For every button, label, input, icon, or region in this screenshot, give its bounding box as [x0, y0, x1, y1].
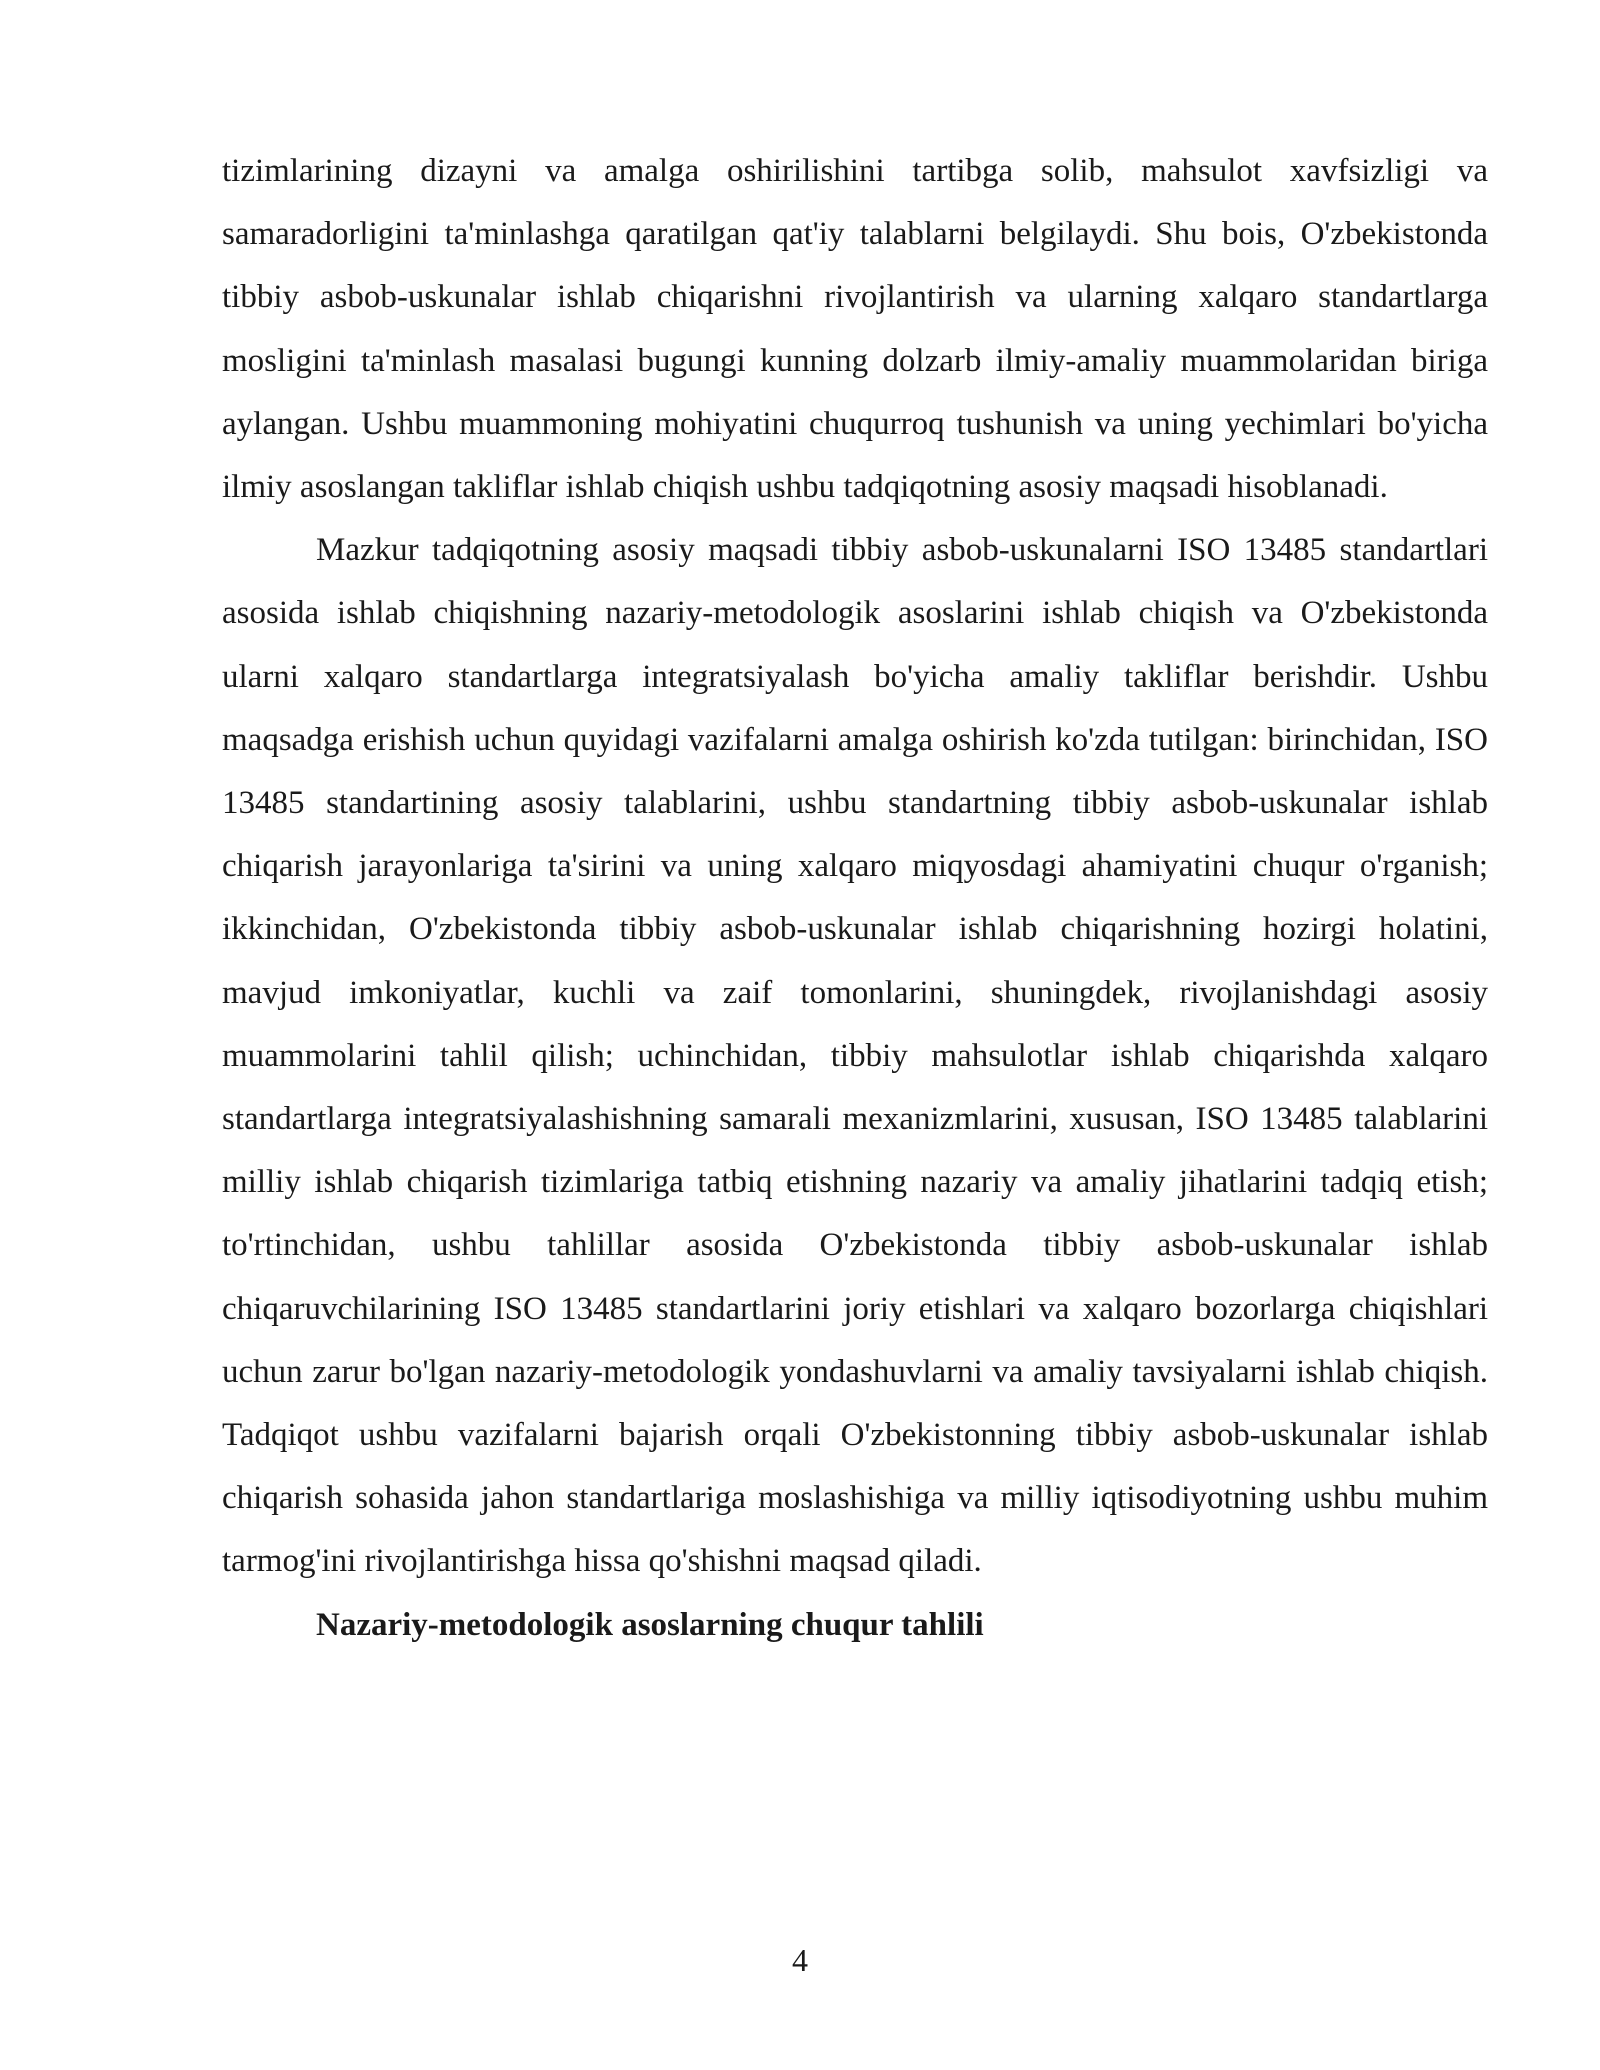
paragraph-research-goal: Mazkur tadqiqotning asosiy maqsadi tibbiy asbob-uskunalarni ISO 13485 standartlari asosida ishlab chiqishning nazariy-metodologik asoslarini ishlab chiqish va O'zbekistonda ularni xalqaro standartlarga integratsiyalash bo'yicha amaliy takliflar berishdir. Ushbu maqsadga erishish uchun quyidagi vazifalarni amalga oshirish ko'zda tutilgan: birinchidan, ISO 13485 standartining asosiy talablarini, ushbu standartning tibbiy asbob-uskunalar ishlab chiqarish jarayonlariga ta'sirini va uning xalqaro miqyosdagi ahamiyatini chuqur o'rganish; ikkinchidan, O'zbekistonda tibbiy asbob-uskunalar ishlab chiqarishning hozirgi holatini, mavjud imkoniyatlar, kuchli va zaif tomonlarini, shuningdek, rivojlanishdagi asosiy muammolarini tahlil qilish; uchinchidan, tibbiy mahsulotlar ishlab chiqarishda xalqaro standartlarga integratsiyalashishning samarali mexanizmlarini, xususan, ISO 13485 talablarini milliy ishlab chiqarish tizimlariga tatbiq etishning nazariy va amaliy jihatlarini tadqiq etish; to'rtinchidan, ushbu tahlillar asosida O'zbekistonda tibbiy asbob-uskunalar ishlab chiqaruvchilarining ISO 13485 standartlarini joriy etishlari va xalqaro bozorlarga chiqishlari uchun zarur bo'lgan nazariy-metodologik yondashuvlarni va amaliy tavsiyalarni ishlab chiqish. Tadqiqot ushbu vazifalarni bajarish orqali O'zbekistonning tibbiy asbob-uskunalar ishlab chiqarish sohasida jahon standartlariga moslashishiga va milliy iqtisodiyotning ushbu muhim tarmog'ini rivojlantirishga hissa qo'shishni maqsad qiladi. [222, 532, 1488, 1580]
body-text [222, 140, 1488, 1657]
section-heading: Nazariy-metodologik asoslarning chuqur tahlili [316, 1606, 984, 1643]
paragraph-continuation: tizimlarining dizayni va amalga oshirilishini tartibga solib, mahsulot xavfsizligi va samaradorligini ta'minlashga qaratilgan qat'iy talablarni belgilaydi. Shu bois, O'zbekistonda tibbiy asbob-uskunalar ishlab chiqarishni rivojlantirish va ularning xalqaro standartlarga mosligini ta'minlash masalasi bugungi kunning dolzarb ilmiy-amaliy muammolaridan biriga aylangan. Ushbu muammoning mohiyatini chuqurroq tushunish va uning yechimlari bo'yicha ilmiy asoslangan takliflar ishlab chiqish ushbu tadqiqotning asosiy maqsadi hisoblanadi. [222, 153, 1488, 506]
page-number: 4 [792, 1942, 808, 1978]
